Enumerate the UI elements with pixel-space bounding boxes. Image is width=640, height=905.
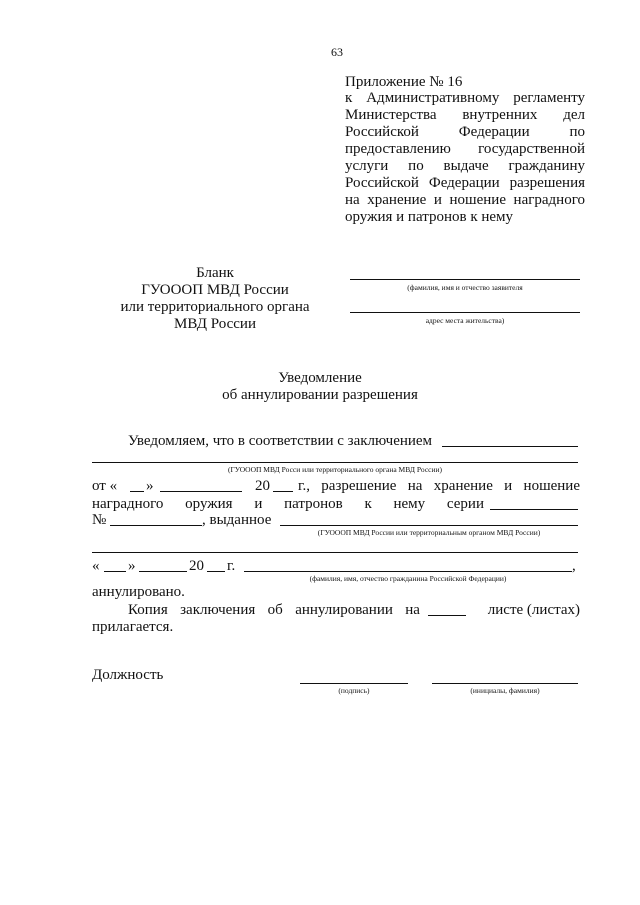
issuer-caption: (ГУОООП МВД России или территориальным органом МВД России) [317, 528, 541, 537]
number-sign: № [92, 512, 107, 528]
organ-caption: (ГУОООП МВД Росси или территориального органа МВД России) [227, 465, 443, 474]
initials-caption: (инициалы, фамилия) [470, 686, 540, 695]
applicant-address-caption: адрес места жительства) [425, 316, 505, 325]
conclusion-line[interactable] [442, 446, 578, 447]
appendix-line: на хранение и ношение наградного [345, 192, 585, 208]
applicant-name-caption: (фамилия, имя и отчество заявителя [407, 283, 523, 292]
page-number: 63 [331, 45, 343, 59]
notice-heading [0, 370, 640, 404]
number-line[interactable] [110, 525, 202, 526]
attached-text: прилагается. [92, 619, 174, 635]
appendix-line: услуги по выдаче гражданину [345, 158, 585, 174]
appendix-line: Министерства внутренних дел [345, 107, 585, 123]
signature-caption: (подпись) [338, 686, 370, 695]
applicant-name-line[interactable] [350, 279, 580, 280]
copy-word: заключения [180, 602, 256, 618]
citizen-line[interactable] [244, 571, 572, 572]
intro-text: Уведомляем, что в соответствии с заключением [128, 433, 433, 449]
copy-word: аннулировании [295, 602, 393, 618]
issued-text: , выданное [202, 512, 272, 528]
copy-line [128, 602, 420, 619]
annulled-text: аннулировано. [92, 584, 185, 600]
date2-suffix: г. [227, 558, 236, 574]
date2-year: 20 [189, 558, 204, 574]
date-prefix: от « [92, 478, 118, 494]
appendix-line: к Административному регламенту [345, 90, 585, 106]
series-line[interactable] [490, 509, 578, 510]
letterhead-line: Бланк [196, 265, 234, 281]
weapon-word: серии [446, 496, 484, 512]
citizen-comma: , [572, 558, 576, 574]
date-day-line[interactable] [130, 491, 144, 492]
weapon-line [92, 496, 484, 513]
signature-line[interactable] [300, 683, 408, 684]
letterhead [100, 265, 330, 333]
date-quote-close: » [146, 478, 154, 494]
weapon-word: оружия [185, 496, 233, 512]
weapon-word: нему [393, 496, 426, 512]
initials-line[interactable] [432, 683, 578, 684]
appendix-block [345, 90, 585, 226]
appendix-line: Российской Федерации разрешения [345, 175, 585, 191]
appendix-line: оружия и патронов к нему [345, 209, 514, 225]
applicant-address-line[interactable] [350, 312, 580, 313]
issuer-continuation-line[interactable] [92, 552, 578, 553]
appendix-line: Российской Федерации по [345, 124, 585, 140]
date2-year-line[interactable] [207, 571, 225, 572]
weapon-word: к [364, 496, 372, 512]
position-label: Должность [92, 667, 164, 683]
appendix-line: предоставлению государственной [345, 141, 585, 157]
copy-line-end: листе (листах) [487, 602, 580, 618]
notice-subtitle: об аннулировании разрешения [222, 387, 418, 403]
weapon-word: и [254, 496, 263, 512]
date2-open: « [92, 558, 100, 574]
letterhead-line: МВД России [174, 316, 256, 332]
date2-month-line[interactable] [139, 571, 187, 572]
weapon-word: наградного [92, 496, 164, 512]
date2-day-line[interactable] [104, 571, 126, 572]
issuer-line[interactable] [280, 525, 578, 526]
weapon-word: патронов [284, 496, 343, 512]
sheets-line[interactable] [428, 615, 466, 616]
copy-word: на [405, 602, 420, 618]
letterhead-line: или территориального органа [120, 299, 310, 315]
year-line[interactable] [273, 491, 293, 492]
permit-text: г., разрешение на хранение и ношение [298, 478, 580, 494]
notice-title: Уведомление [278, 370, 362, 386]
year-prefix: 20 [255, 478, 270, 494]
date-month-line[interactable] [160, 491, 242, 492]
copy-word: Копия [128, 602, 168, 618]
date2-close: » [128, 558, 136, 574]
letterhead-line: ГУОООП МВД России [141, 282, 289, 298]
appendix-title: Приложение № 16 [345, 74, 463, 90]
copy-word: об [267, 602, 283, 618]
organ-line[interactable] [92, 462, 578, 463]
citizen-caption: (фамилия, имя, отчество гражданина Российской Федерации) [309, 574, 507, 583]
